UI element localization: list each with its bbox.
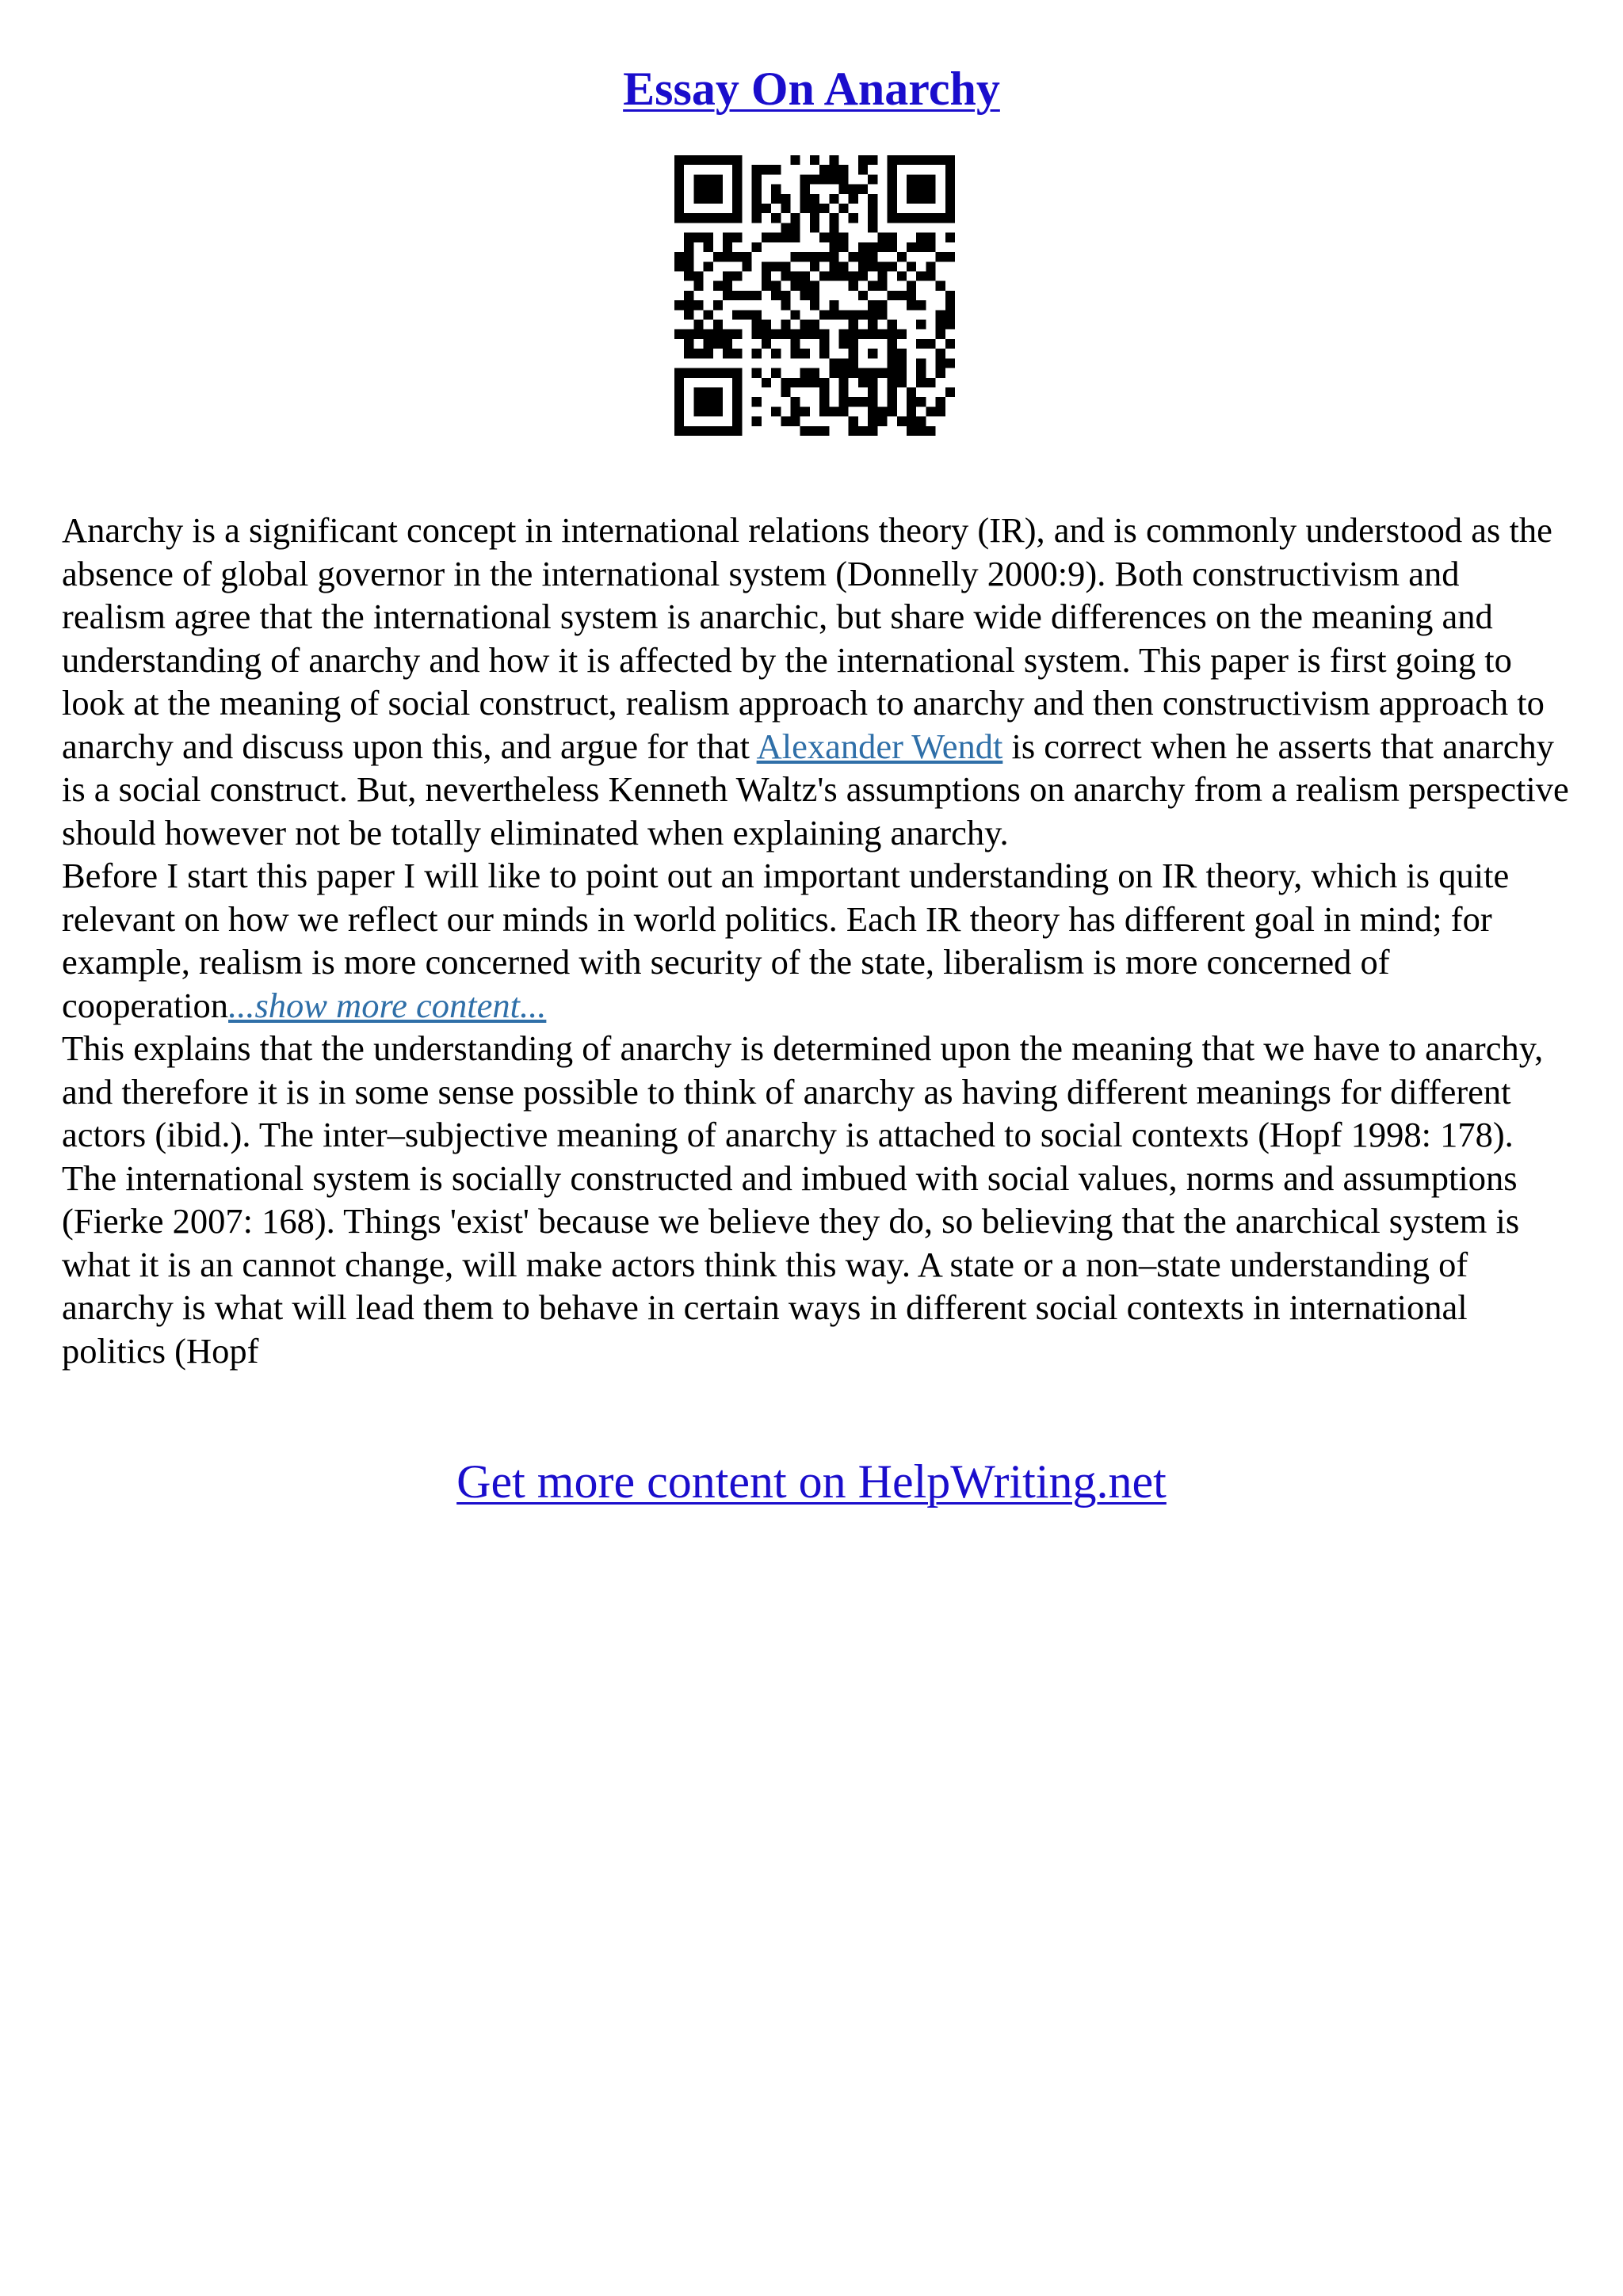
footer-cta [0, 1451, 1623, 1512]
qr-code [674, 155, 955, 436]
paragraph-1 [62, 509, 1571, 854]
paragraph-3-text: This explains that the understanding of anarchy is determined upon the meaning that we have to anarchy, and therefore it is in some sense possible to think of anarchy as having different meanings for different actors (ibid.). The inter–subjective meaning of anarchy is attached to social contexts (Hopf 1998: 178). The international system is socially constructed and imbued with social values, norms and assumptions (Fierke 2007: 168). Things 'exist' because we believe they do, so believing that the anarchical system is what it is an cannot change, will make actors think this way. A state or a non–state understanding of anarchy is what will lead them to behave in certain ways in different social contexts in international politics (Hopf [62, 1028, 1544, 1371]
paragraph-1-text-b: is correct when he asserts that anarchy is a social construct. But, nevertheless Kenneth Waltz's assumptions on anarchy from a realism perspective should however not be totally eliminated when explaining anarchy. [62, 726, 1569, 852]
helpwriting-link[interactable]: Get more content on HelpWriting.net [456, 1455, 1167, 1508]
paragraph-2-text: Before I start this paper I will like to point out an important understanding on IR theory, which is quite relevant on how we reflect our minds in world politics. Each IR theory has different goal in mind; for example, realism is more concerned with security of the state, liberalism is more concerned of cooperation [62, 856, 1510, 1025]
essay-body [62, 509, 1571, 1372]
show-more-content-link[interactable]: ...show more content... [228, 985, 547, 1025]
document-title [0, 57, 1623, 120]
paragraph-3 [62, 1027, 1571, 1372]
paragraph-2 [62, 854, 1571, 1027]
paragraph-1-text-a: Anarchy is a significant concept in international relations theory (IR), and is commonly understood as the absence of global governor in the international system (Donnelly 2000:9). Both constructivism and realism agree that the international system is anarchic, but share wide differences on the meaning and understanding of anarchy and how it is affected by the international system. This paper is first going to look at the meaning of social construct, realism approach to anarchy and then constructivism approach to anarchy and discuss upon this, and argue for that [62, 510, 1552, 766]
alexander-wendt-link[interactable]: Alexander Wendt [756, 726, 1003, 766]
title-link[interactable]: Essay On Anarchy [623, 63, 1000, 115]
